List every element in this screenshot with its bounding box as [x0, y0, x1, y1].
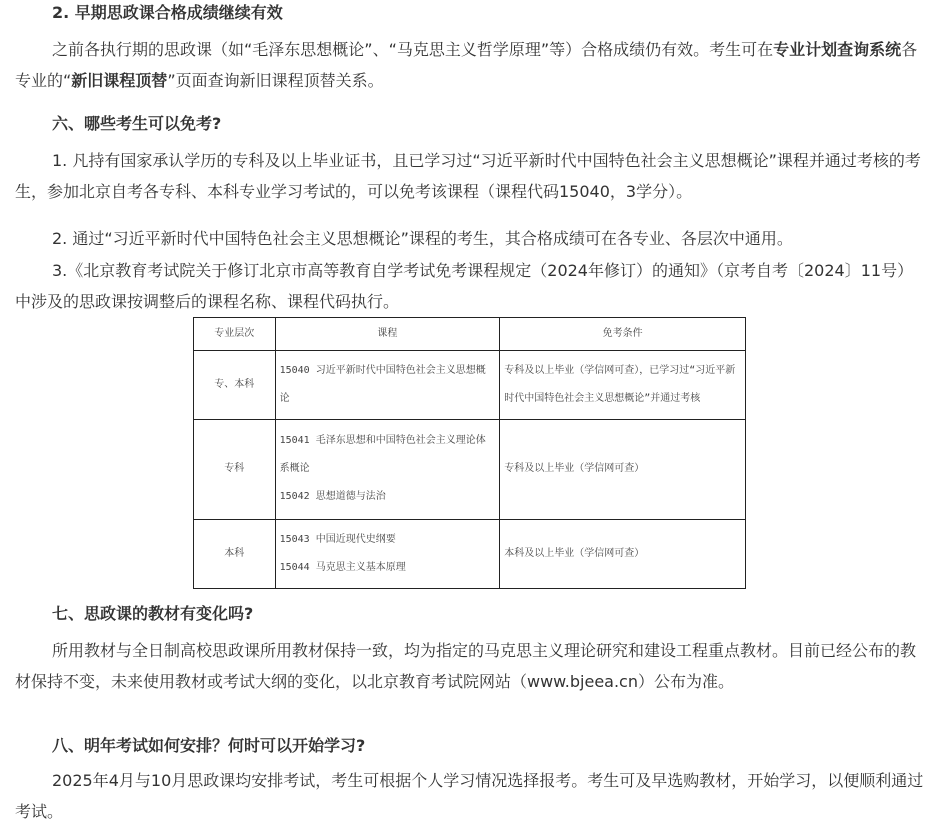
section-2-text-b: 各专业的“: [15, 40, 918, 90]
section-7-heading: 七、思政课的教材有变化吗?: [52, 604, 254, 623]
course-line: 15041 毛泽东思想和中国特色社会主义理论体系概论: [279, 435, 486, 475]
section-7-paragraph: 所用教材与全日制高校思政课所用教材保持一致，均为指定的马克思主义理论研究和建设工程重点教材。目前已经公布的教材保持不变，未来使用教材或考试大纲的变化，以北京教育考试院网站（www.bjeea.cn）公布为准。: [15, 641, 917, 691]
header-level: 专业层次: [194, 318, 276, 351]
section-2-heading: 2. 早期思政课合格成绩继续有效: [52, 3, 283, 22]
cell-course: [275, 419, 500, 519]
cell-condition: 专科及以上毕业（学信网可查），已学习过“习近平新时代中国特色社会主义思想概论”并通过考核: [500, 351, 746, 420]
system-name-bold: 专业计划查询系统: [773, 40, 902, 59]
course-line: 15043 中国近现代史纲要: [279, 534, 396, 546]
header-condition: 免考条件: [500, 318, 746, 351]
cell-level: 专、本科: [194, 351, 276, 420]
section-8-paragraph: 2025年4月与10月思政课均安排考试，考生可根据个人学习情况选择报考。考生可及早选购教材，开始学习，以便顺利通过考试。: [15, 771, 924, 821]
course-line: 15044 马克思主义基本原理: [279, 562, 406, 574]
section-2-text-c: ”页面查询新旧课程顶替关系。: [167, 71, 384, 90]
section-8-heading: 八、明年考试如何安排？何时可以开始学习?: [52, 736, 366, 755]
section-6-heading: 六、哪些考生可以免考?: [52, 114, 222, 133]
section-2-paragraph: [15, 34, 927, 96]
section-2-text-a: 之前各执行期的思政课（如“毛泽东思想概论”、“马克思主义哲学原理”等）合格成绩仍有效。考生可在: [52, 40, 774, 59]
cell-course: [275, 520, 500, 589]
table-row: [194, 520, 746, 589]
course-line: 15042 思想道德与法治: [279, 491, 386, 503]
cell-level: 专科: [194, 419, 276, 519]
section-6-item-1: 1. 凡持有国家承认学历的专科及以上毕业证书，且已学习过“习近平新时代中国特色社会主义思想概论”课程并通过考核的考生，参加北京自考各专科、本科专业学习考试的，可以免考该课程（课程代码15040，3学分）。: [15, 151, 921, 201]
cell-level: 本科: [194, 520, 276, 589]
cell-condition: 本科及以上毕业（学信网可查）: [500, 520, 746, 589]
header-course: 课程: [275, 318, 500, 351]
exemption-table: [193, 317, 746, 589]
table-row: [194, 419, 746, 519]
table-row: [194, 351, 746, 420]
page-name-bold: 新旧课程顶替: [71, 71, 168, 90]
cell-course: 15040 习近平新时代中国特色社会主义思想概论: [275, 351, 500, 420]
table-header-row: [194, 318, 746, 351]
cell-condition: 专科及以上毕业（学信网可查）: [500, 419, 746, 519]
section-6-item-3: 3.《北京教育考试院关于修订北京市高等教育自学考试免考课程规定（2024年修订）的通知》（京考自考〔2024〕11号）中涉及的思政课按调整后的课程名称、课程代码执行。: [15, 261, 914, 311]
section-6-item-2: 2. 通过“习近平新时代中国特色社会主义思想概论”课程的考生，其合格成绩可在各专业、各层次中通用。: [52, 229, 793, 248]
